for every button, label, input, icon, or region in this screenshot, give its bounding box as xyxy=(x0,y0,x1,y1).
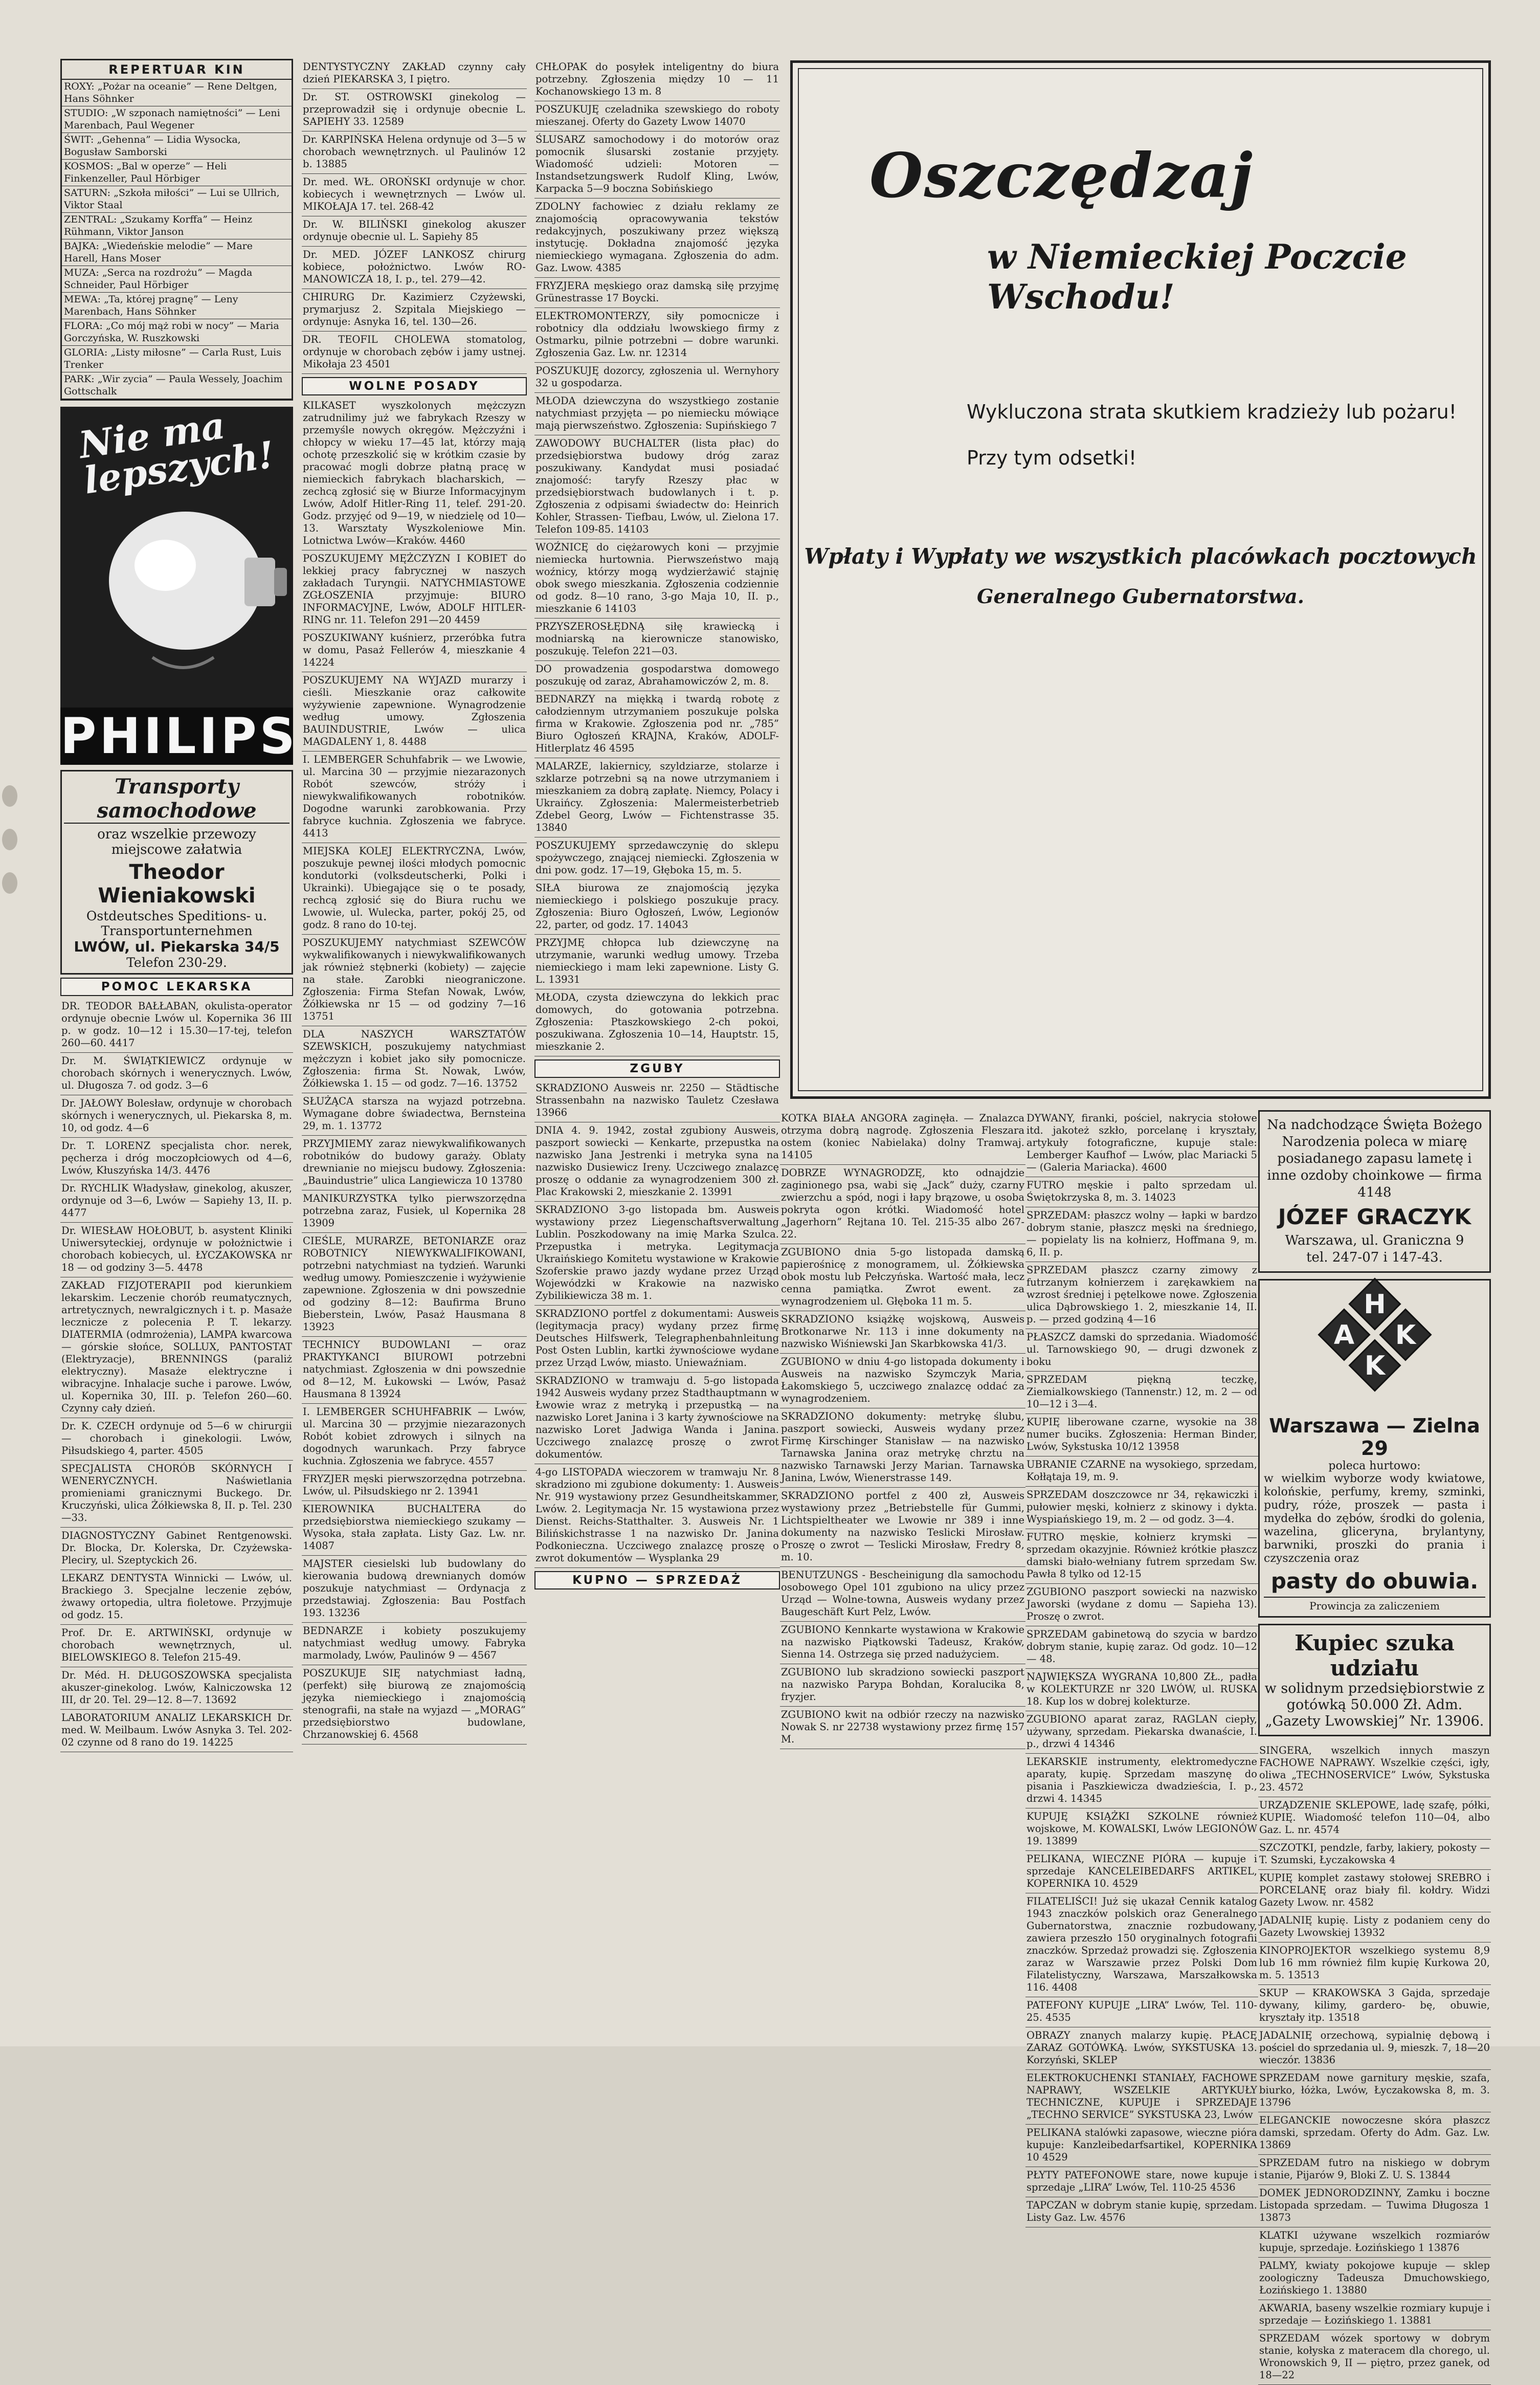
classified-ad: POSZUKIWANY kuśnierz, przeróbka futra w domu, Pasaż Fellerów 4, mieszkanie 4 14224 xyxy=(302,630,527,672)
classified-ad: ZGUBIONO dnia 5-go listopada damską papierośnicę z monogramem, ul. Żółkiewska obok mostu lub Pełczyńska. Wartość mała, lecz cenna pamiątka. Zwrot ewent. za wynagrodzeniem ul. Głęboka 11 m. 5. xyxy=(780,1244,1025,1311)
classified-ad: I. LEMBERGER SCHUHFABRIK — Lwów, ul. Marcina 30 — przyjmie niezarazonych Robót kobiet zdrowych i silnych na dogodnych warunkach. Przy fabryce kuchnia. Zgłoszenia we fabryce. 4557 xyxy=(302,1404,527,1471)
classified-ad: MALARZE, lakiernicy, szyldziarze, stolarze i szklarze potrzebni są na nowe utrzymaniem i mieszkaniem za dobrą zapłatę. Niemcy, Polacy i Ukraińcy. Zgłoszenia: Malermeisterbetrieb Zdebel Georg, Lwów — Fichtenstrasse 35. 13840 xyxy=(534,758,780,837)
classified-ad: DO prowadzenia gospodarstwa domowego poszukuję od zaraz, Abrahamowiczów 2, m. 8. xyxy=(534,661,780,691)
classified-ad: FRYZJER męski pierwszorzędna potrzebna. Lwów, ul. Piłsudskiego nr 2. 13941 xyxy=(302,1471,527,1501)
classified-ad: SPRZEDAM doszczowce nr 34, rękawiczki i pułowier męski, kołnierz z skinowy i dykta. Wyspiańskiego 19, m. 2 — od godz. 3—4. xyxy=(1025,1487,1258,1529)
kupiec-ad xyxy=(1258,1624,1491,1736)
classified-ad: URZĄDZENIE SKLEPOWE, ladę szafę, półki, KUPIĘ. Wiadomość telefon 110—04, albo Gaz. L. nr. 4574 xyxy=(1258,1797,1491,1840)
classified-ad: MIEJSKA KOLEJ ELEKTRYCZNA, Lwów, poszukuje pewnej ilości młodych pomocnic kondutorki (volksdeutscherki, Polki i Ukrainki). Ubiegające się o te posady, rechcą zgłosić się do Biura ruchu we Lwowie, ul. Wulecka, parter, pokój 25, od godz. 8 rano do 10-tej. xyxy=(302,843,527,935)
medical-ads-list xyxy=(60,998,293,1752)
classified-ad: BEDNARZY na miękką i twardą robotę z całodziennym utrzymaniem poszukuje polska firma w Krakowie. Zgłoszenia pod nr. „785” Biuro Ogłoszeń KRAJNA, Kraków, ADOLF-Hitlerplatz 46 4595 xyxy=(534,691,780,758)
classified-ad: I. LEMBERGER Schuhfabrik — we Lwowie, ul. Marcina 30 — przyjmie niezarazonych Robót szewców, stróży i niewykwalifikowanych robotników. Dogodne warunki zarobkowania. Przy fabryce kuchnia. Zgłoszenia we fabryce. 4413 xyxy=(302,752,527,843)
hak-logo-icon xyxy=(1316,1284,1434,1411)
classified-ad: POSZUKUJEMY natychmiast SZEWCÓW wykwalifikowanych i niewykwalifikowanych jak również stębnerki (kobiety) — zajęcie na stałe. Zarobki nieograniczone. Zgłoszenia: Firma Stefan Nowak, Lwów, Żółkiewska nr 15 — od godziny 7—16 13751 xyxy=(302,935,527,1026)
classified-ad: FILATELIŚCI! Już się ukazał Cennik katalog 1943 znaczków polskich oraz Generalnego Gubernatorstwa, znacznie rozbudowany, zawiera przeszło 150 oryginalnych fotografii znaczków. Sprzedaż prowadzi się. Zgłoszenia zaraz w Warszawie przez Polski Dom Filatelistyczny, Warszawa, Marszałkowska 116. 4408 xyxy=(1025,1893,1258,1997)
classified-ad: SPECJALISTA CHORÓB SKÓRNYCH I WENERYCZNYCH. Naświetlania promieniami granicznymi Buckego. Dr. Kruczyński, ulica Żółkiewska 8, II. p. Tel. 230—33. xyxy=(60,1461,293,1528)
hak-letter-h: H xyxy=(1363,1289,1386,1320)
classified-ad: SKRADZIONO portfel z dokumentami: Ausweis (legitymacja pracy) wydany przez firmę Deutsches Hilfswerk, Telegraphenbahnleitung Post Osten Lublin, kartki żywnościowe wydane przez Urząd Lwów, miasto. Uniewaźniam. xyxy=(534,1306,780,1373)
classified-ad: DLA NASZYCH WARSZTATÓW SZEWSKICH, poszukujemy natychmiast mężczyzn i kobiet jako siły pomocnicze. Zgłoszenia: firma St. Nowak, Lwów, Żółkiewska 1. 15 — od godz. 7—16. 13752 xyxy=(302,1026,527,1093)
classified-ad: SKUP — KRAKOWSKA 3 Gajda, sprzedaje dywany, kilimy, gardero- bę, obuwie, kryształy itp. 13518 xyxy=(1258,1985,1491,2027)
classified-ad: POSZUKUJEMY sprzedawczynię do sklepu spożywczego, znającej niemiecki. Zgłoszenia w dni pow. godz. 17—19, Głęboka 15, m. 5. xyxy=(534,837,780,880)
classified-ad: MŁODA dziewczyna do wszystkiego zostanie natychmiast przyjęta — po niemiecku mówiące mają pierwszeństwo. Zgłoszenia: Supińskiego 7 xyxy=(534,393,780,435)
classified-ad: JADALNIĘ kupię. Listy z podaniem ceny do Gazety Lwowskiej 13932 xyxy=(1258,1912,1491,1942)
savings-headline: Oszczędzaj xyxy=(869,140,1254,212)
classified-ad: ZAWODOWY BUCHALTER (lista płac) do przedsiębiorstwa budowy dróg zaraz poszukiwany. Kandydat musi posiadać znajomość: taryfy Rzeszy płac w przedsiębiorstwach budowlanych i t. p. Zgłoszenia z odpisami świadectw do: Heinrich Kohler, Strassen- Tiefbau, Lwów, ul. Zielona 17. Telefon 109-85. 14103 xyxy=(534,435,780,539)
graczyk-text: Na nadchodzące Święta Bożego Narodzenia poleca w miarę posiadanego zapasu lametę i inne ozdoby choinkowe — firma 4148 xyxy=(1267,1117,1482,1200)
hak-letter-k: K xyxy=(1395,1320,1416,1351)
classified-ad: BENUTZUNGS - Bescheinigung dla samochodu osobowego Opel 101 zgubiono na ulicy przez Urząd — Wolne-towna, Ausweis wydany przez Baugeschäft Kurt Pelz, Lwów. xyxy=(780,1567,1025,1622)
classified-ad: KIEROWNIKA BUCHALTERA do przedsiębiorstwa niemieckiego szukamy — Wysoka, stała zapłata. Listy Gaz. Lw. nr. 14087 xyxy=(302,1501,527,1556)
philips-slogan: Nie ma lepszych! xyxy=(76,403,277,502)
classified-ad: CIEŚLE, MURARZE, BETONIARZE oraz ROBOTNICY NIEWYKWALIFIKOWANI, potrzebni natychmiast na tydzień. Warunki według umowy. Pomieszczenie i wyżywienie zapewnione. Zgłoszenia w dni powszednie od godziny 8—12: Baufirma Bruno Bieberstein, Lwów, Pasaż Hausmana 8 13923 xyxy=(302,1233,527,1337)
classified-ad: ZGUBIONO lub skradziono sowiecki paszport na nazwisko Parypa Bohdan, Koralucika 8, fryzjer. xyxy=(780,1664,1025,1707)
classified-ad: SPRZEDAM wózek sportowy w dobrym stanie, kołyska z materacem dla chorego, ul. Wronowskich 9, II — piętro, przez ganek, od 18—22 xyxy=(1258,2330,1491,2385)
classified-ad: DYWANY, firanki, pościel, nakrycia stołowe itd. jakoteż szkło, porcelanę i kryształy, artykuły fotograficzne, kupuje stale: Lemberger Kaufhof — Lwów, plac Mariacki 5 — (Galeria Mariacka). 4600 xyxy=(1025,1110,1258,1177)
transport-address: LWÓW, ul. Piekarska 34/5 xyxy=(74,938,280,955)
classified-ad: PRZYJMIEMY zaraz niewykwalifikowanych robotników do budowy garaży. Oblaty drewnianie no miejscu budowy. Zgłoszenia: „Bauindustrie” ulica Langiewicza 10 13780 xyxy=(302,1136,527,1190)
classified-ad: CHIRURG Dr. Kazimierz Czyżewski, prymarjusz 2. Szpitala Miejskiego — ordynuje: Asnyka 16, tel. 130—26. xyxy=(302,289,527,332)
classified-ad: Dr. MED. JÓZEF LANKOSZ chirurg kobiece, położnictwo. Lwów RO-MANOWICZA 18, I. p., tel. 279—42. xyxy=(302,247,527,289)
classified-ad: KUPIĘ komplet zastawy stołowej SREBRO i PORCELANĘ oraz biały fil. kołdry. Widzi Gazety Lwow. nr. 4582 xyxy=(1258,1870,1491,1912)
section-header-medical: POMOC LEKARSKA xyxy=(60,978,293,996)
classified-ad: DIAGNOSTYCZNY Gabinet Rentgenowski. Dr. Blocka, Dr. Kolerska, Dr. Czyżewska-Pleciry, ul. Szeptyckich 26. xyxy=(60,1528,293,1570)
classified-ad: POSZUKUJE SIĘ natychmiast ładną, (perfekt) siłę biurową ze znajomością języka niemieckiego i znajomością stenografii, na stałe na wyjazd — „MORAG” przedsiębiorstwo budowlane, Chrzanowskiej 6. 4568 xyxy=(302,1665,527,1744)
kupiec-title: Kupiec szuka udziału xyxy=(1295,1630,1455,1681)
column-5 xyxy=(1025,1110,1258,2227)
graczyk-ad xyxy=(1258,1110,1491,1273)
classified-ad: POSZUKUJEMY NA WYJAZD murarzy i cieśli. Mieszkanie oraz całkowite wyżywienie zapewnione. Wynagrodzenie według umowy. Zgłoszenia BAUINDUSTRIE, Lwów — ulica MAGDALENY 1, 8. 4488 xyxy=(302,672,527,752)
classified-ad: DR. TEODOR BAŁŁABAN, okulista-operator ordynuje obecnie Lwów ul. Kopernika 36 III p. w godz. 10—12 i 15.30—17-tej, telefon 260—60. 4417 xyxy=(60,998,293,1053)
classified-ad: SPRZEDAM: płaszcz wolny — łapki w bardzo dobrym stanie, płaszcz męski na średniego, — popielaty lis na kołnierz, Hoffmana 9, m. 6, II. p. xyxy=(1025,1207,1258,1262)
classified-ad: SKRADZIONO dokumenty: metrykę ślubu, paszport sowiecki, Ausweis wydany przez Firmę Kirschinger Stanisław — na nazwisko Tarnawska Janina oraz metrykę chrztu na nazwisko Tarnawski Jerzy Marian. Tarnawska Janina, Lwów, Wienerstrasse 149. xyxy=(780,1408,1025,1488)
classified-ad: PRZYSZEROSŁĘDNĄ siłę krawiecką i modniarską na kierownicze stanowisko, poszukuję. Telefon 221—03. xyxy=(534,619,780,661)
classified-ad: TECHNICY BUDOWLANI — oraz PRAKTYKANCI BIUROWI potrzebni natychmiast. Zgłoszenia w dni powszednie od 8—12, M. Łukowski — Lwów, Pasaż Hausmana 8 13924 xyxy=(302,1337,527,1404)
transport-ad xyxy=(60,770,293,975)
classified-ad: DOBRZE WYNAGRODZĘ, kto odnajdzie zaginionego psa, wabi się „Jack” duży, czarny zwierzchu a spód, nogi i łapy brązowe, u osoba pokryta ogon krótki. Wiadomość hotel „Jagerhorn” Rejtana 10. Tel. 215-35 albo 267-22. xyxy=(780,1165,1025,1244)
classified-ad: FUTRO męskie, kołnierz krymski — sprzedam okazyjnie. Również krótkie płaszcz damski biało-wełniany futrem sprzedam Sw. Pawła 8 tylko od 12-15 xyxy=(1025,1529,1258,1584)
transport-phone: Telefon 230-29. xyxy=(126,955,227,970)
column-4 xyxy=(780,1110,1025,1749)
classified-ad: FRYZJERA męskiego oraz damską siłę przyjmę Grünestrasse 17 Boycki. xyxy=(534,278,780,308)
classified-ad: TAPCZAN w dobrym stanie kupię, sprzedam. Listy Gaz. Lw. 4576 xyxy=(1025,2197,1258,2227)
classified-ad: DR. TEOFIL CHOLEWA stomatolog, ordynuje w chorobach zębów i jamy ustnej. Mikołaja 23 4501 xyxy=(302,332,527,374)
classified-ad: ELEKTROMONTERZY, siły pomocnicze i robotnicy dla oddziału lwowskiego firmy z Ostmarku, pilnie potrzebni — dobre warunki. Zgłoszenia Gaz. Lw. nr. 12314 xyxy=(534,308,780,363)
classified-ad: KLATKI używane wszelkich rozmiarów kupuje, sprzedaje. Łozińskiego 1 13876 xyxy=(1258,2227,1491,2258)
lost-items-list xyxy=(534,1080,780,1568)
section-header-sale: KUPNO — SPRZEDAŻ xyxy=(534,1571,780,1589)
savings-footer-2: Generalnego Gubernatorstwa. xyxy=(977,585,1304,608)
classified-ad: Dr. JAŁOWY Bolesław, ordynuje w chorobach skórnych i wenerycznych, ul. Piekarska 8, m. 10, od godz. 4—6 xyxy=(60,1095,293,1138)
jobs-ads-list xyxy=(302,398,527,1744)
classified-ad: Dr. med. WŁ. OROŃSKI ordynuje w chor. kobiecych i wewnętrznych — Lwów ul. MIKOŁAJA 17. tel. 268-42 xyxy=(302,174,527,216)
graczyk-phone: tel. 247-07 i 147-43. xyxy=(1306,1250,1443,1265)
classified-ad: SZCZOTKI, pendzle, farby, lakiery, pokosty — T. Szumski, Łyczakowska 4 xyxy=(1258,1840,1491,1870)
transport-title: Transporty samochodowe xyxy=(64,775,289,824)
classified-ad: CHŁOPAK do posyłek inteligentny do biura potrzebny. Zgłoszenia między 10 — 11 Kochanowskiego 13 m. 8 xyxy=(534,59,780,101)
column-1 xyxy=(60,59,298,1752)
punch-hole xyxy=(2,872,17,894)
classified-ad: PALMY, kwiaty pokojowe kupuje — sklep zoologiczny Tadeusza Dmuchowskiego, Łozińskiego 1. 13880 xyxy=(1258,2258,1491,2300)
classified-ad: PELIKANA stalówki zapasowe, wieczne pióra kupuje: Kanzleibedarfsartikel, KOPERNIKA 10 4529 xyxy=(1025,2125,1258,2167)
cinema-listing: MUZA: „Serca na rozdrożu” — Magda Schneider, Paul Hörbiger xyxy=(62,266,292,293)
hak-city: Warszawa — Zielna 29 xyxy=(1269,1415,1480,1460)
classified-ad: LEKARSKIE instrumenty, elektromedyczne aparaty, kupię. Sprzedam maszynę do pisania i Paszkiewicza dwadzieścia, I. p., drzwi 4. 14345 xyxy=(1025,1754,1258,1808)
classified-ad: SKRADZIONO portfel z 400 zł, Ausweis wystawiony przez „Betriebstelle für Gummi, Lichtspieltheater we Lwowie nr 389 i inne dokumenty na nazwisko Teslicki Mirosław. Proszę o zwrot — Teslicki Mirosław, Fredry 8, m. 10. xyxy=(780,1488,1025,1567)
classified-ad: SŁUŻĄCA starsza na wyjazd potrzebna. Wymagane dobre świadectwa, Bernsteina 29, m. 1. 13772 xyxy=(302,1093,527,1136)
light-bulb-icon xyxy=(76,504,291,693)
classified-ad: 4-go LISTOPADA wieczorem w tramwaju Nr. 8 skradziono mi zgubione dokumenty: 1. Ausweis Nr. 919 wystawiony przez Gesundheitskammer, Lwów. 2. Legitymacja Nr. 15 wystawiona przez Dienst. Reichs-Statthalter. 3. Ausweis Nr. 1 Bilińskichstrasse 1 na nazwisko Dr. Janina Podkonieczna. Uczciwego znalazcę proszę o zwrot dokumentów — Wysplanka 29 xyxy=(534,1464,780,1568)
cinema-repertoire-list xyxy=(62,80,292,399)
classified-ad: WOŹNICĘ do ciężarowych koni — przyjmie niemiecka hurtownia. Pierwszeństwo mają woźnicy, którzy mogą wydzierżawić stajnię obok swego mieszkania. Zgłoszenia codziennie od godz. 8—10 rano, 3-go Maja 10, II. p., mieszkanie 6 14103 xyxy=(534,539,780,619)
kupiec-body: w solidnym przedsiębiorstwie z gotówką 50.000 Zł. Adm. „Gazety Lwowskiej” Nr. 13906. xyxy=(1264,1681,1485,1729)
hak-footer: Prowincja za zaliczeniem xyxy=(1264,1597,1485,1612)
classified-ad: SPRZEDAM futro na niskiego w dobrym stanie, Pijarów 9, Bloki Z. U. S. 13844 xyxy=(1258,2155,1491,2185)
classified-ad: PŁASZCZ damski do sprzedania. Wiadomość ul. Tarnowskiego 90, — drugi dzwonek z boku xyxy=(1025,1329,1258,1372)
cinema-listing: SATURN: „Szkoła miłości” — Lui se Ullrich, Viktor Staal xyxy=(62,186,292,213)
classified-ad: ZAKŁAD FIZJOTERAPII pod kierunkiem lekarskim. Leczenie chorób reumatycznych, artretycznych, newralgicznych i t. p. Masaże lecznicze z polecenia P. T. lekarzy. DIATERMIA (odmrożenia), LAMPA kwarcowa — górskie słońce, SOLLUX, PANTOSTAT (Elektryzacje), BRENNINGS (paraliż elektryczny). Masaże elektryczne i wibracyjne. Inhalacje suche i parowe. Lwów, ul. Kopernika 30, III. p. Telefon 260—60. Czynny cały dzień. xyxy=(60,1277,293,1418)
cinema-listing: ŚWIT: „Gehenna” — Lidia Wysocka, Bogusław Samborski xyxy=(62,133,292,160)
classified-ad: SPRZEDAM gabinetową do szycia w bardzo dobrym stanie, kupię zaraz. Od godz. 10—12 — 48. xyxy=(1025,1626,1258,1669)
classified-ad: SKRADZIONO książkę wojskową, Ausweis Brotkonarwe Nr. 113 i inne dokumenty na nazwisko Wiśniewski Jan Skarbkowska 41/3. xyxy=(780,1311,1025,1354)
classified-ad: KILKASET wyszkolonych mężczyzn zatrudnilimy już we fabrykach Rzeszy w przemyśle nowych okręgów. Mężczyźni i chłopcy w wieku 17—45 lat, którzy mają ochotę przeszkolić się w krótkim czasie by pracować mogli dobrze płatną pracę w niemieckich fabrykach blacharskich, — zechcą zgłosić się w Biurze Informacyjnym Lwów, Adolf Hitler-Ring 11, telef. 291-20. Godz. przyjęć od 9—19, w niedzielę od 10—13. Warsztaty Wyszkoleniowe Min. Lotnictwa Lwów—Kraków. 4460 xyxy=(302,398,527,550)
classified-ad: KINOPROJEKTOR wszelkiego systemu 8,9 lub 16 mm również film kupię Kurkowa 20, m. 5. 13513 xyxy=(1258,1942,1491,1985)
classified-ad: FUTRO męskie i palto sprzedam ul. Świętokrzyska 8, m. 3. 14023 xyxy=(1025,1177,1258,1207)
classified-ad: BEDNARZE i kobiety poszukujemy natychmiast według umowy. Fabryka marmolady, Lwów, Paulinów 9 — 4567 xyxy=(302,1623,527,1665)
classified-ad: PATEFONY KUPUJE „LIRA” Lwów, Tel. 110-25. 4535 xyxy=(1025,1997,1258,2027)
classified-ad: Dr. Méd. H. DŁUGOSZOWSKA specjalista akuszer-ginekolog. Lwów, Kalniczowska 12 III, dr 20. Tel. 29—12. 8—7. 13692 xyxy=(60,1667,293,1710)
classified-ad: SPRZEDAM płaszcz czarny zimowy z futrzanym kołnierzem i zarękawkiem na wzrost średniej i pętelkowe nowe. Zgłoszenia ulica Dąbrowskiego 1. 2, mieszkanie 14, II. p. — przed godziną 4—16 xyxy=(1025,1262,1258,1329)
philips-ad xyxy=(60,403,298,765)
philips-brand: PHILIPS xyxy=(60,708,298,765)
punch-hole xyxy=(2,829,17,850)
punch-hole xyxy=(2,785,17,807)
classified-ad: KUPUJĘ KSIĄŻKI SZKOLNE również wojskowe, M. KOWALSKI, Lwów LEGIONÓW 19. 13899 xyxy=(1025,1808,1258,1851)
hak-body: w wielkim wyborze wody kwiatowe, kolońskie, perfumy, kremy, szminki, pudry, róże, proszek — pasta i mydełka do zębów, środki do golenia, wazelina, gliceryna, brylantyny, barwniki, proszki do prania i czyszczenia oraz xyxy=(1264,1472,1485,1565)
classified-ad: Dr. KARPIŃSKA Helena ordynuje od 3—5 w chorobach wewnętrznych. ul Paulinów 12 b. 13885 xyxy=(302,131,527,174)
classified-ad: LEKARZ DENTYSTA Winnicki — Lwów, ul. Brackiego 3. Specjalne leczenie zębów, żwawy ortopedia, ultra fioletowe. Przyjmuje od godz. 15. xyxy=(60,1570,293,1625)
classified-ad: PELIKANA, WIECZNE PIÓRA — kupuje i sprzedaje KANCELEIBEDARFS ARTIKEL, KOPERNIKA 10. 4529 xyxy=(1025,1851,1258,1893)
classified-ad: ELEKTROKUCHENKI STANIAŁY, FACHOWE NAPRAWY, WSZELKIE ARTYKUŁY TECHNICZNE, KUPUJE i SPRZEDAJE „TECHNO SERVICE” SYKSTUSKA 23, Lwów xyxy=(1025,2070,1258,2125)
classified-ad: POSZUKUJEMY MĘŻCZYZN I KOBIET do lekkiej pracy fabrycznej w naszych zakładach Turyngii. NATYCHMIASTOWE ZGŁOSZENIA przyjmuje: BIURO INFORMACYJNE, Lwów, ADOLF HITLER-RING nr. 11. Telefon 291—20 4459 xyxy=(302,550,527,630)
cinema-repertoire-box xyxy=(60,59,293,401)
cinema-repertoire-title: REPERTUAR KIN xyxy=(62,60,292,80)
classified-ad: KOTKA BIAŁA ANGORA zaginęła. — Znalazca otrzyma dobrą nagrodę. Zgłoszenia Fleszara ostem (koniec Nabielaka) dolny Tramwaj. 14105 xyxy=(780,1110,1025,1165)
classified-ad: SPRZEDAM piękną teczkę, Ziemialkowskiego (Tannenstr.) 12, m. 2 — od 10—12 i 3—4. xyxy=(1025,1372,1258,1414)
cinema-listing: GLORIA: „Listy miłosne” — Carla Rust, Luis Trenker xyxy=(62,346,292,372)
cinema-listing: BAJKA: „Wiedeńskie melodie” — Mare Harell, Hans Moser xyxy=(62,239,292,266)
classified-ad: NAJWIĘKSZA WYGRANA 10,800 ZŁ., padła w KOLEKTURZE nr 320 LWÓW, ul. RUSKA 18. Kup los w dobrej kolekturze. xyxy=(1025,1669,1258,1711)
classified-ad: ŚLUSARZ samochodowy i do motorów oraz pomocnik ślusarski zostanie przyjęty. Wiadomość udzieli: Motoren — Instandsetzungswerk Rudolf Kling, Lwów, Karpacka 5—9 boczna Sobińskiego xyxy=(534,131,780,198)
hak-sub: poleca hurtowo: xyxy=(1328,1460,1421,1472)
classified-ad: JADALNIĘ orzechową, sypialnię dębową i pościel do sprzedania ul. 9, mieszk. 7, 18—20 wieczór. 13836 xyxy=(1258,2027,1491,2070)
column-2 xyxy=(302,59,527,1744)
classified-ad: KUPIĘ liberowane czarne, wysokie na 38 numer buciks. Zgłoszenia: Herman Binder, Lwów, Sykstuska 10/12 13958 xyxy=(1025,1414,1258,1456)
transport-text: oraz wszelkie przewozy miejscowe załatwia xyxy=(97,827,256,857)
classified-ad: ZDOLNY fachowiec z działu reklamy ze znajomością opracowywania tekstów redakcyjnych, poszukiwany przez większą instytucję. Dokładna znajomość języka niemieckiego wymagana. Zgłoszenia do adm. Gaz. Lwow. 4385 xyxy=(534,198,780,278)
classified-ad: MAJSTER ciesielski lub budowlany do kierowania budową drewnianych domów poszukuje natychmiast — Ordynacja z przedstawiaj. Zgłoszenia: Bau Postfach 193. 13236 xyxy=(302,1556,527,1623)
cinema-listing: ZENTRAL: „Szukamy Korffa” — Heinz Rühmann, Viktor Janson xyxy=(62,213,292,239)
classified-ad: SPRZEDAM nowe garnitury męskie, szafa, biurko, łóżka, Lwów, Łyczakowska 8, m. 3. 13796 xyxy=(1258,2070,1491,2112)
classified-ad: LABORATORIUM ANALIZ LEKARSKICH Dr. med. W. Meilbaum. Lwów Asnyka 3. Tel. 202-02 czynne od 8 rano do 19. 14225 xyxy=(60,1710,293,1752)
cinema-listing: ROXY: „Pożar na oceanie” — Rene Deltgen, Hans Söhnker xyxy=(62,80,292,106)
classified-ad: MANIKURZYSTKA tylko pierwszorzędna potrzebna zaraz, Fusiek, ul Kopernika 28 13909 xyxy=(302,1190,527,1233)
classified-ad: DOMEK JEDNORODZINNY, Zamku i boczne Listopada sprzedam. — Tuwima Długosza 1 13873 xyxy=(1258,2185,1491,2227)
medical-ads-list-2 xyxy=(302,59,527,374)
classified-ad: Dr. K. CZECH ordynuje od 5—6 w chirurgii — chorobach i ginekologii. Lwów, Piłsudskiego 4, parter. 4505 xyxy=(60,1418,293,1461)
classified-ad: ZGUBIONO kwit na odbiór rzeczy na nazwisko Nowak S. nr 22738 wystawiony przez firmę 157 M. xyxy=(780,1707,1025,1749)
hak-ad xyxy=(1258,1279,1491,1618)
hak-pasty: pasty do obuwia. xyxy=(1270,1569,1479,1594)
hak-letter-a: A xyxy=(1333,1320,1354,1351)
cinema-listing: FLORA: „Co mój mąż robi w nocy” — Maria Gorczyńska, W. Ruszkowski xyxy=(62,319,292,346)
sale-ads-list-2 xyxy=(1258,1742,1491,2385)
jobs-ads-list-2 xyxy=(534,59,780,1056)
cinema-listing: KOSMOS: „Bal w operze” — Heli Finkenzeller, Paul Hörbiger xyxy=(62,160,292,186)
transport-subtitle: Ostdeutsches Speditions- u. Transportunternehmen xyxy=(86,909,267,938)
classified-ad: ZGUBIONO Kennkarte wystawiona w Krakowie na nazwisko Piątkowski Tadeusz, Kraków, Sienna 14. Ostrzega się przed nadużyciem. xyxy=(780,1622,1025,1664)
lost-items-list-2 xyxy=(780,1110,1025,1749)
savings-text-1: Wykluczona strata skutkiem kradzieży lub pożaru! xyxy=(967,401,1457,423)
classified-ad: DNIA 4. 9. 1942, został zgubiony Ausweis, paszport sowiecki — Kenkarte, przepustka na nazwisko Jana Jestrenki i metryka syna na nazwisko Dusiewicz Ireny. Uczciwego znalazcę proszę o oddanie za wynagrodzeniem 300 zł. Plac Krakowski 2, mieszkanie 2. 13991 xyxy=(534,1122,780,1202)
classified-ad: Dr. RYCHLIK Władysław, ginekolog, akuszer, ordynuje od 3—6, Lwów — Sapiehy 13, II. p. 4477 xyxy=(60,1180,293,1223)
column-3 xyxy=(534,59,780,1592)
classified-ad: ELEGANCKIE nowoczesne skóra płaszcz damski, sprzedam. Oferty do Adm. Gaz. Lw. 13869 xyxy=(1258,2112,1491,2155)
classified-ad: PRZYJMĘ chłopca lub dziewczynę na utrzymanie, warunki według umowy. Trzeba niemieckiego i mam leki zapewnione. Listy G. L. 13931 xyxy=(534,935,780,989)
classified-ad: PŁYTY PATEFONOWE stare, nowe kupuje i sprzedaje „LIRA” Lwów, Tel. 110-25 4536 xyxy=(1025,2167,1258,2197)
classified-ad: Dr. M. ŚWIĄTKIEWICZ ordynuje w chorobach skórnych i wenerycznych. Lwów, ul. Długosza 7. od godz. 3—6 xyxy=(60,1053,293,1095)
classified-ad: OBRAZY znanych malarzy kupię. PŁACĘ ZARAZ GOTÓWKĄ. Lwów, SYKSTUSKA 13. Korzyński, SKLEP xyxy=(1025,2027,1258,2070)
postal-savings-ad xyxy=(790,60,1491,1099)
transport-company: Theodor Wieniakowski xyxy=(98,860,256,908)
column-6 xyxy=(1258,1110,1491,2385)
classified-ad: Prof. Dr. E. ARTWIŃSKI, ordynuje w chorobach wewnętrznych, ul. BIELOWSKIEGO 8. Telefon 215-49. xyxy=(60,1625,293,1667)
classified-ad: Dr. T. LORENZ specjalista chor. nerek, pęcherza i dróg moczopłciowych od 4—6, Lwów, Kłuszyńska 14/3. 4476 xyxy=(60,1138,293,1180)
cinema-listing: MEWA: „Ta, której pragnę” — Leny Marenbach, Hans Söhnker xyxy=(62,293,292,319)
classified-ad: POSZUKUJĘ czeladnika szewskiego do roboty mieszanej. Oferty do Gazety Lwow 14070 xyxy=(534,101,780,131)
classified-ad: SINGERA, wszelkich innych maszyn FACHOWE NAPRAWY. Wszelkie części, igły, oliwa „TECHNOSERVICE” Lwów, Sykstuska 23. 4572 xyxy=(1258,1742,1491,1797)
graczyk-name: JÓZEF GRACZYK xyxy=(1278,1204,1471,1229)
classified-ad: ZGUBIONO w dniu 4-go listopada dokumenty i Ausweis na nazwisko Szymczyk Maria, Łakomskiego 5, uczciwego znalazcę oddać za wynagrodzeniem. xyxy=(780,1354,1025,1408)
cinema-listing: STUDIO: „W szponach namiętności” — Leni Marenbach, Paul Wegener xyxy=(62,106,292,133)
postal-savings-ad-frame xyxy=(798,68,1483,1091)
classified-ad: SKRADZIONO w tramwaju d. 5-go listopada 1942 Ausweis wydany przez Stadthauptmann w Łwowie wraz z metryką i przepustką — na nazwisko Loret Janina i 3 karty żywnościowe na nazwisko Loret Jadwiga Wanda i Janina. Uczciwego znalazcę proszę o zwrot dokumentów. xyxy=(534,1373,780,1464)
graczyk-address: Warszawa, ul. Graniczna 9 xyxy=(1285,1233,1464,1248)
classified-ad: Dr. WIESŁAW HOŁOBUT, b. asystent Kliniki Uniwersyteckiej, ordynuje w położnictwie i chorobach kobiecych, ul. ŁYCZAKOWSKA nr 18 — od godziny 3—5. 4478 xyxy=(60,1223,293,1277)
savings-subline: w Niemieckiej Poczcie Wschodu! xyxy=(987,237,1407,317)
section-header-lost: ZGUBY xyxy=(534,1059,780,1078)
hak-letter-k-2: K xyxy=(1364,1351,1385,1381)
classified-ad: ZGUBIONO paszport sowiecki na nazwisko Jaworski (wydane z domu — Sapieha 13). Proszę o zwrot. xyxy=(1025,1584,1258,1626)
section-header-jobs: WOLNE POSADY xyxy=(302,377,527,395)
classified-ad: DENTYSTYCZNY ZAKŁAD czynny cały dzień PIEKARSKA 3, I piętro. xyxy=(302,59,527,89)
savings-text-2: Przy tym odsetki! xyxy=(967,447,1137,469)
classified-ad: AKWARIA, baseny wszelkie rozmiary kupuje i sprzedaje — Łozińskiego 1. 13881 xyxy=(1258,2300,1491,2330)
classified-ad: Dr. ST. OSTROWSKI ginekolog — przeprowadził się i ordynuje obecnie L. SAPIEHY 33. 12589 xyxy=(302,89,527,131)
sale-ads-list xyxy=(1025,1110,1258,2227)
savings-footer-1: Wpłaty i Wypłaty we wszystkich placówkach pocztowych xyxy=(804,544,1477,569)
classified-ad: MŁODA, czysta dziewczyna do lekkich prac domowych, do gotowania potrzebna. Zgłoszenia: Ptaszkowskiego 2-ch pokoi, poszukiwana. Zgłoszenia 10—14, Hauptstr. 15, mieszkanie 2. xyxy=(534,989,780,1056)
classified-ad: SKRADZIONO 3-go listopada bm. Ausweis wystawiony przez Liegenschaftsverwaltung Lublin. Poszkodowany na imię Marka Szulca. Przepustka i metryka. Legitymacja Ukraińskiego Komitetu wystawione w Krakowie Szoferskie prawo jazdy wydane przez Urząd Wojewódzki w Krakowie na nazwisko Zybilikiewicza 38 m. 1. xyxy=(534,1202,780,1306)
classified-ad: ZGUBIONO aparat zaraz, RAGLAN ciepły, używany, sprzedam. Piekarska dwanaście, I. p., drzwi 4 14346 xyxy=(1025,1711,1258,1754)
cinema-listing: PARK: „Wir zycia” — Paula Wessely, Joachim Gottschalk xyxy=(62,372,292,399)
classified-ad: SKRADZIONO Ausweis nr. 2250 — Städtische Strassenbahn na nazwisko Tauletz Czesława 13966 xyxy=(534,1080,780,1122)
classified-ad: UBRANIE CZARNE na wysokiego, sprzedam, Kołłątaja 19, m. 9. xyxy=(1025,1456,1258,1487)
classified-ad: SIŁA biurowa ze znajomością języka niemieckiego i polskiego poszukuje pracy. Zgłoszenia: Biuro Ogłoszeń, Lwów, Legionów 22, parter, od godz. 17. 14043 xyxy=(534,880,780,935)
classified-ad: Dr. W. BILIŃSKI ginekolog akuszer ordynuje obecnie ul. L. Sapiehy 85 xyxy=(302,216,527,247)
classified-ad: POSZUKUJĘ dozorcy, zgłoszenia ul. Wernyhory 32 u gospodarza. xyxy=(534,363,780,393)
